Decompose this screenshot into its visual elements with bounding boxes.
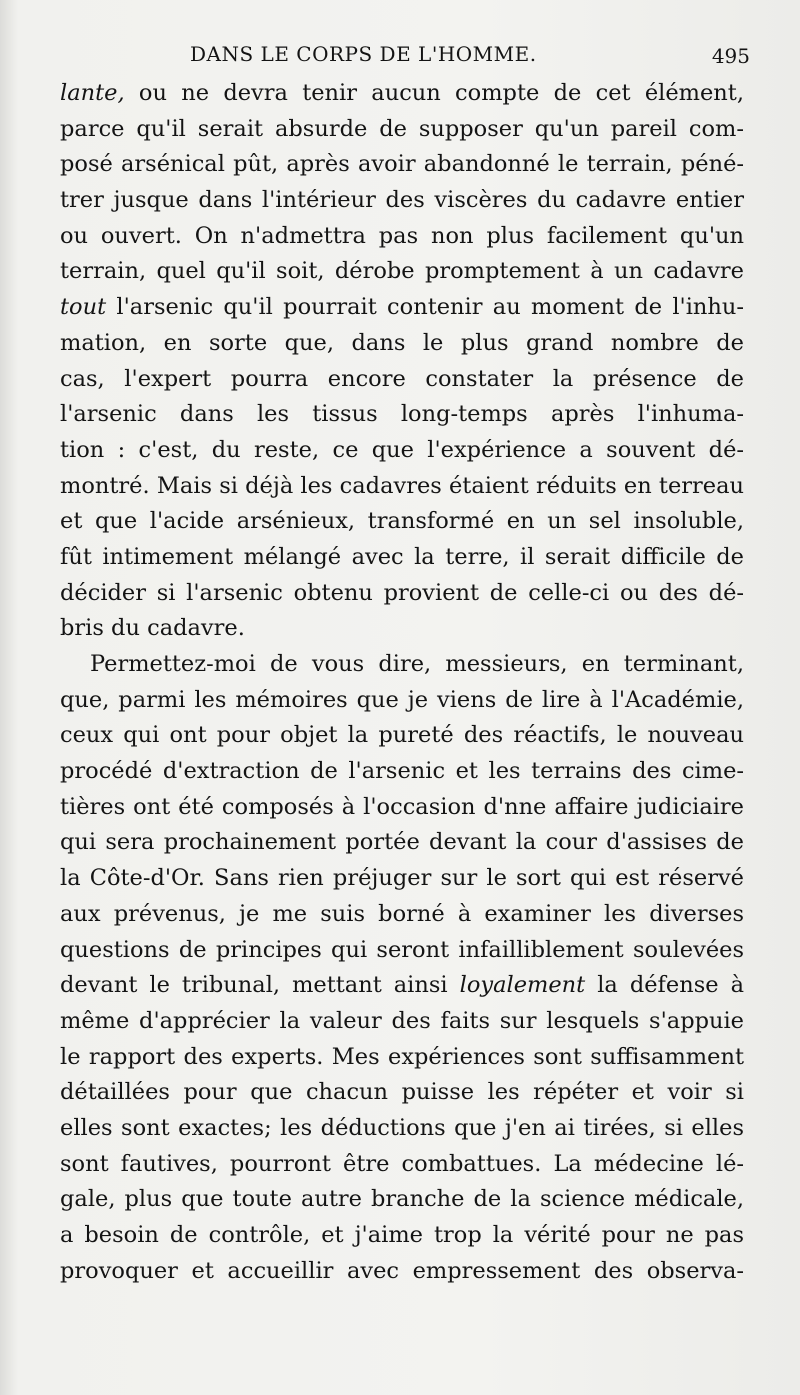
text-line <box>60 76 744 112</box>
text-span: la défense à <box>585 972 744 999</box>
text-line: ou ouvert. On n'admettra pas non plus facilement qu'un <box>60 222 744 249</box>
text-line: même d'apprécier la valeur des faits sur lesquels s'appuie <box>60 1007 744 1034</box>
text-line: terrain, quel qu'il soit, dérobe promptement à un cadavre <box>60 258 744 285</box>
text-line: a besoin de contrôle, et j'aime trop la vérité pour ne pas <box>60 1222 744 1248</box>
text-line: aux prévenus, je me suis borné à examiner les diverses <box>60 900 744 927</box>
text-line: l'arsenic dans les tissus long-temps après l'inhuma- <box>60 401 744 428</box>
page-number: 495 <box>711 44 750 68</box>
text-line: provoquer et accueillir avec empressement des observa- <box>60 1257 744 1284</box>
text-line: gale, plus que toute autre branche de la science médicale, <box>60 1186 744 1213</box>
text-line <box>60 968 744 1004</box>
text-line: fût intimement mélangé avec la terre, il serait difficile de <box>60 543 744 570</box>
text-span: ou ne devra tenir aucun compte de cet élément, <box>124 80 744 106</box>
text-line: ceux qui ont pour objet la pureté des réactifs, le nouveau <box>60 722 744 749</box>
text-line: sont fautives, pourront être combattues. La médecine lé- <box>60 1150 744 1177</box>
text-line: cas, l'expert pourra encore constater la présence de <box>60 365 744 392</box>
body-text <box>60 76 744 1289</box>
running-head: DANS LE CORPS DE L'HOMME. <box>190 42 537 66</box>
text-line: questions de principes qui seront infailliblement soulevées <box>60 936 744 963</box>
text-span: devant le tribunal, mettant ainsi <box>60 972 460 999</box>
text-line: bris du cadavre. <box>60 615 245 642</box>
text-line: mation, en sorte que, dans le plus grand nombre de <box>60 329 744 356</box>
italic-word: tout <box>60 294 107 321</box>
paragraph-1 <box>60 76 744 647</box>
text-span: l'arsenic qu'il pourrait contenir au moment de l'inhu- <box>106 294 744 321</box>
text-line: et que l'acide arsénieux, transformé en un sel insoluble, <box>60 508 744 535</box>
text-line: la Côte-d'Or. Sans rien préjuger sur le sort qui est réservé <box>60 865 744 892</box>
text-line: Permettez-moi de vous dire, messieurs, en terminant, <box>90 651 744 677</box>
text-line: montré. Mais si déjà les cadavres étaient réduits en terreau <box>60 472 744 499</box>
text-line: qui sera prochainement portée devant la cour d'assises de <box>60 829 744 856</box>
text-line: trer jusque dans l'intérieur des viscères du cadavre entier <box>60 187 744 214</box>
text-line: tières ont été composés à l'occasion d'nne affaire judiciaire <box>60 793 744 820</box>
text-line: décider si l'arsenic obtenu provient de celle-ci ou des dé- <box>60 579 744 606</box>
text-line <box>60 290 744 326</box>
text-line: elles sont exactes; les déductions que j'en ai tirées, si elles <box>60 1114 744 1141</box>
text-line: le rapport des experts. Mes expériences sont suffisamment <box>60 1043 744 1070</box>
text-line: parce qu'il serait absurde de supposer qu'un pareil com- <box>60 115 744 142</box>
text-line: posé arsénical pût, après avoir abandonné le terrain, péné- <box>60 151 744 178</box>
italic-word: loyalement <box>459 972 586 999</box>
text-line: détaillées pour que chacun puisse les répéter et voir si <box>60 1079 744 1106</box>
page-header <box>60 40 750 80</box>
text-line: procédé d'extraction de l'arsenic et les terrains des cime- <box>60 758 744 785</box>
paragraph-2 <box>60 647 744 1289</box>
text-line: que, parmi les mémoires que je viens de lire à l'Académie, <box>60 686 744 713</box>
text-line: tion : c'est, du reste, ce que l'expérience a souvent dé- <box>60 436 744 463</box>
italic-word: lante, <box>60 80 125 106</box>
